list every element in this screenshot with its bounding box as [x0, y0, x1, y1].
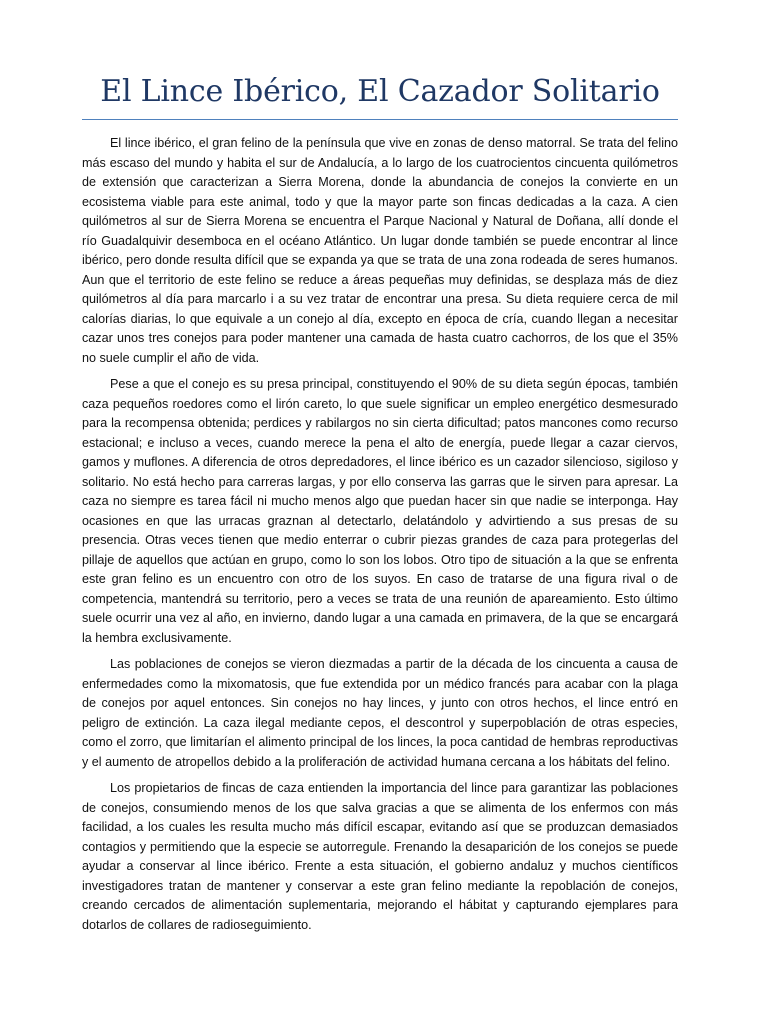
document-body [82, 134, 678, 942]
paragraph-3: Las poblaciones de conejos se vieron diezmadas a partir de la década de los cincuenta a causa de enfermedades como la mixomatosis, que fue extendida por un médico francés para acabar con la plaga de conejos por aquel entonces. Sin conejos no hay linces, y junto con otros hechos, el lince entró en peligro de extinción. La caza ilegal mediante cepos, el descontrol y superpoblación de otras especies, como el zorro, que limitarían el alimento principal de los linces, la poca cantidad de hembras reproductivas y el aumento de atropellos debido a la proliferación de actividad humana cercana a los hábitats del felino. [82, 657, 678, 769]
page-title: El Lince Ibérico, El Cazador Solitario [100, 74, 660, 109]
title-underline-divider [82, 119, 678, 120]
paragraph-1: El lince ibérico, el gran felino de la península que vive en zonas de denso matorral. Se trata del felino más escaso del mundo y habita el sur de Andalucía, a lo largo de los cuatrocientos cincuenta quilómetros de extensión que caracterizan a Sierra Morena, donde la abundancia de conejos la convierte en un ecosistema viable para este animal, todo y que la mayor parte son fincas dedicadas a la caza. A cien quilómetros al sur de Sierra Morena se encuentra el Parque Nacional y Natural de Doñana, allí donde el río Guadalquivir desemboca en el océano Atlántico. Un lugar donde también se puede encontrar al lince ibérico, pero donde resulta difícil que se expanda ya que se trata de una zona rodeada de seres humanos. Aun que el territorio de este felino se reduce a áreas pequeñas muy definidas, se desplaza más de diez quilómetros al día para marcarlo i a su vez tratar de encontrar una presa. Su dieta requiere cerca de mil calorías diarias, lo que equivale a un conejo al día, excepto en época de cría, cuando llegan a necesitar cazar unos tres conejos para poder mantener una camada de hasta cuatro cachorros, de los que el 35% no suele cumplir el año de vida. [82, 136, 678, 365]
paragraph-2: Pese a que el conejo es su presa principal, constituyendo el 90% de su dieta según épocas, también caza pequeños roedores como el lirón careto, lo que suele significar un empleo energético desmesurado para la recompensa obtenida; perdices y rabilargos no sin cierta dificultad; patos mancones como recurso estacional; e incluso a veces, cuando merece la pena el alto de energía, puede llegar a cazar ciervos, gamos y muflones. A diferencia de otros depredadores, el lince ibérico es un cazador silencioso, sigiloso y solitario. No está hecho para carreras largas, y por ello conserva las garras que le sirven para apresar. La caza no siempre es tarea fácil ni mucho menos algo que puedan hacer sin que nadie se interponga. Hay ocasiones en que las urracas graznan al detectarlo, delatándolo y advirtiendo a sus presas de su presencia. Otras veces tienen que medio enterrar o cubrir piezas grandes de caza para protegerlas del pillaje de aquellos que actúan en grupo, como lo son los lobos. Otro tipo de situación a la que se enfrenta este gran felino es un encuentro con otro de los suyos. En caso de tratarse de una figura rival o de competencia, mantendrá su territorio, pero a veces se trata de una reunión de apareamiento. Esto último suele ocurrir una vez al año, en invierno, dando lugar a una camada en primavera, de la que se encargará la hembra exclusivamente. [82, 377, 678, 645]
paragraph-4: Los propietarios de fincas de caza entienden la importancia del lince para garantizar las poblaciones de conejos, consumiendo menos de los que salva gracias a que se alimenta de los enfermos con más facilidad, a los cuales les resulta mucho más difícil escapar, evitando así que se produzcan demasiados contagios y permitiendo que la especie se autorregule. Frenando la desaparición de los conejos se puede ayudar a conservar al lince ibérico. Frente a esta situación, el gobierno andaluz y muchos científicos investigadores tratan de mantener y conservar a este gran felino mediante la repoblación de conejos, creando cercados de alimentación suplementaria, mejorando el hábitat y capturando ejemplares para dotarlos de collares de radioseguimiento. [82, 781, 678, 932]
